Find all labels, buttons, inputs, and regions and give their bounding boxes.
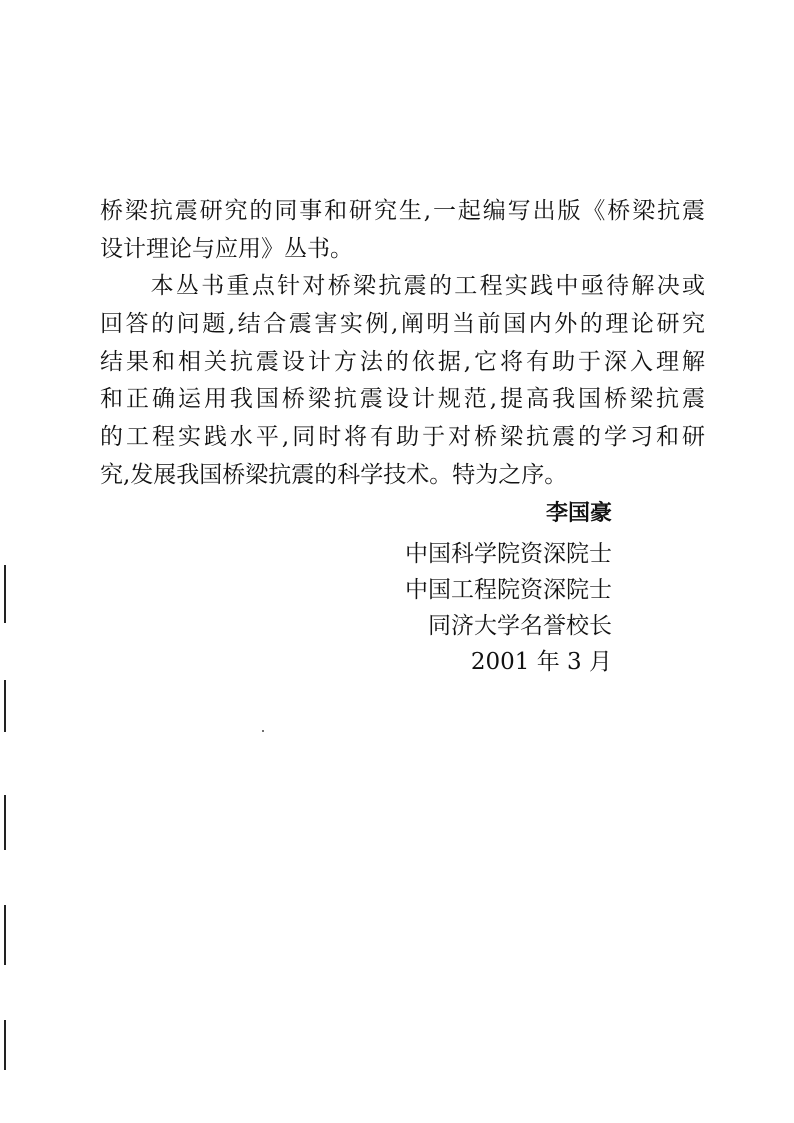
scan-speck	[262, 730, 264, 732]
preface-line: 桥梁抗震研究的同事和研究生,一起编写出版《桥梁抗震	[100, 198, 705, 224]
scan-margin-mark	[4, 565, 6, 623]
preface-line: 的工程实践水平,同时将有助于对桥梁抗震的学习和研	[100, 424, 705, 451]
preface-line: 结果和相关抗震设计方法的依据,它将有助于深入理解	[100, 348, 705, 375]
author-title: 中国工程院资深院士	[405, 577, 612, 603]
preface-date: 2001 年 3 月	[470, 649, 612, 675]
scan-margin-mark	[4, 905, 6, 965]
preface-line: 和正确运用我国桥梁抗震设计规范,提高我国桥梁抗震	[100, 386, 705, 413]
preface-line: 设计理论与应用》丛书。	[100, 235, 353, 262]
author-name: 李国豪	[545, 501, 612, 526]
preface-line: 究,发展我国桥梁抗震的科学技术。特为之序。	[100, 461, 568, 488]
preface-line: 本丛书重点针对桥梁抗震的工程实践中亟待解决或	[100, 273, 705, 300]
author-title: 同济大学名誉校长	[428, 613, 612, 639]
preface-line: 回答的问题,结合震害实例,阐明当前国内外的理论研究	[100, 311, 705, 338]
author-title: 中国科学院资深院士	[405, 541, 612, 567]
scan-margin-mark	[4, 680, 6, 732]
scan-margin-mark	[4, 1020, 6, 1070]
signature-block	[405, 496, 612, 680]
preface-body	[100, 193, 705, 495]
scan-margin-mark	[4, 795, 6, 850]
